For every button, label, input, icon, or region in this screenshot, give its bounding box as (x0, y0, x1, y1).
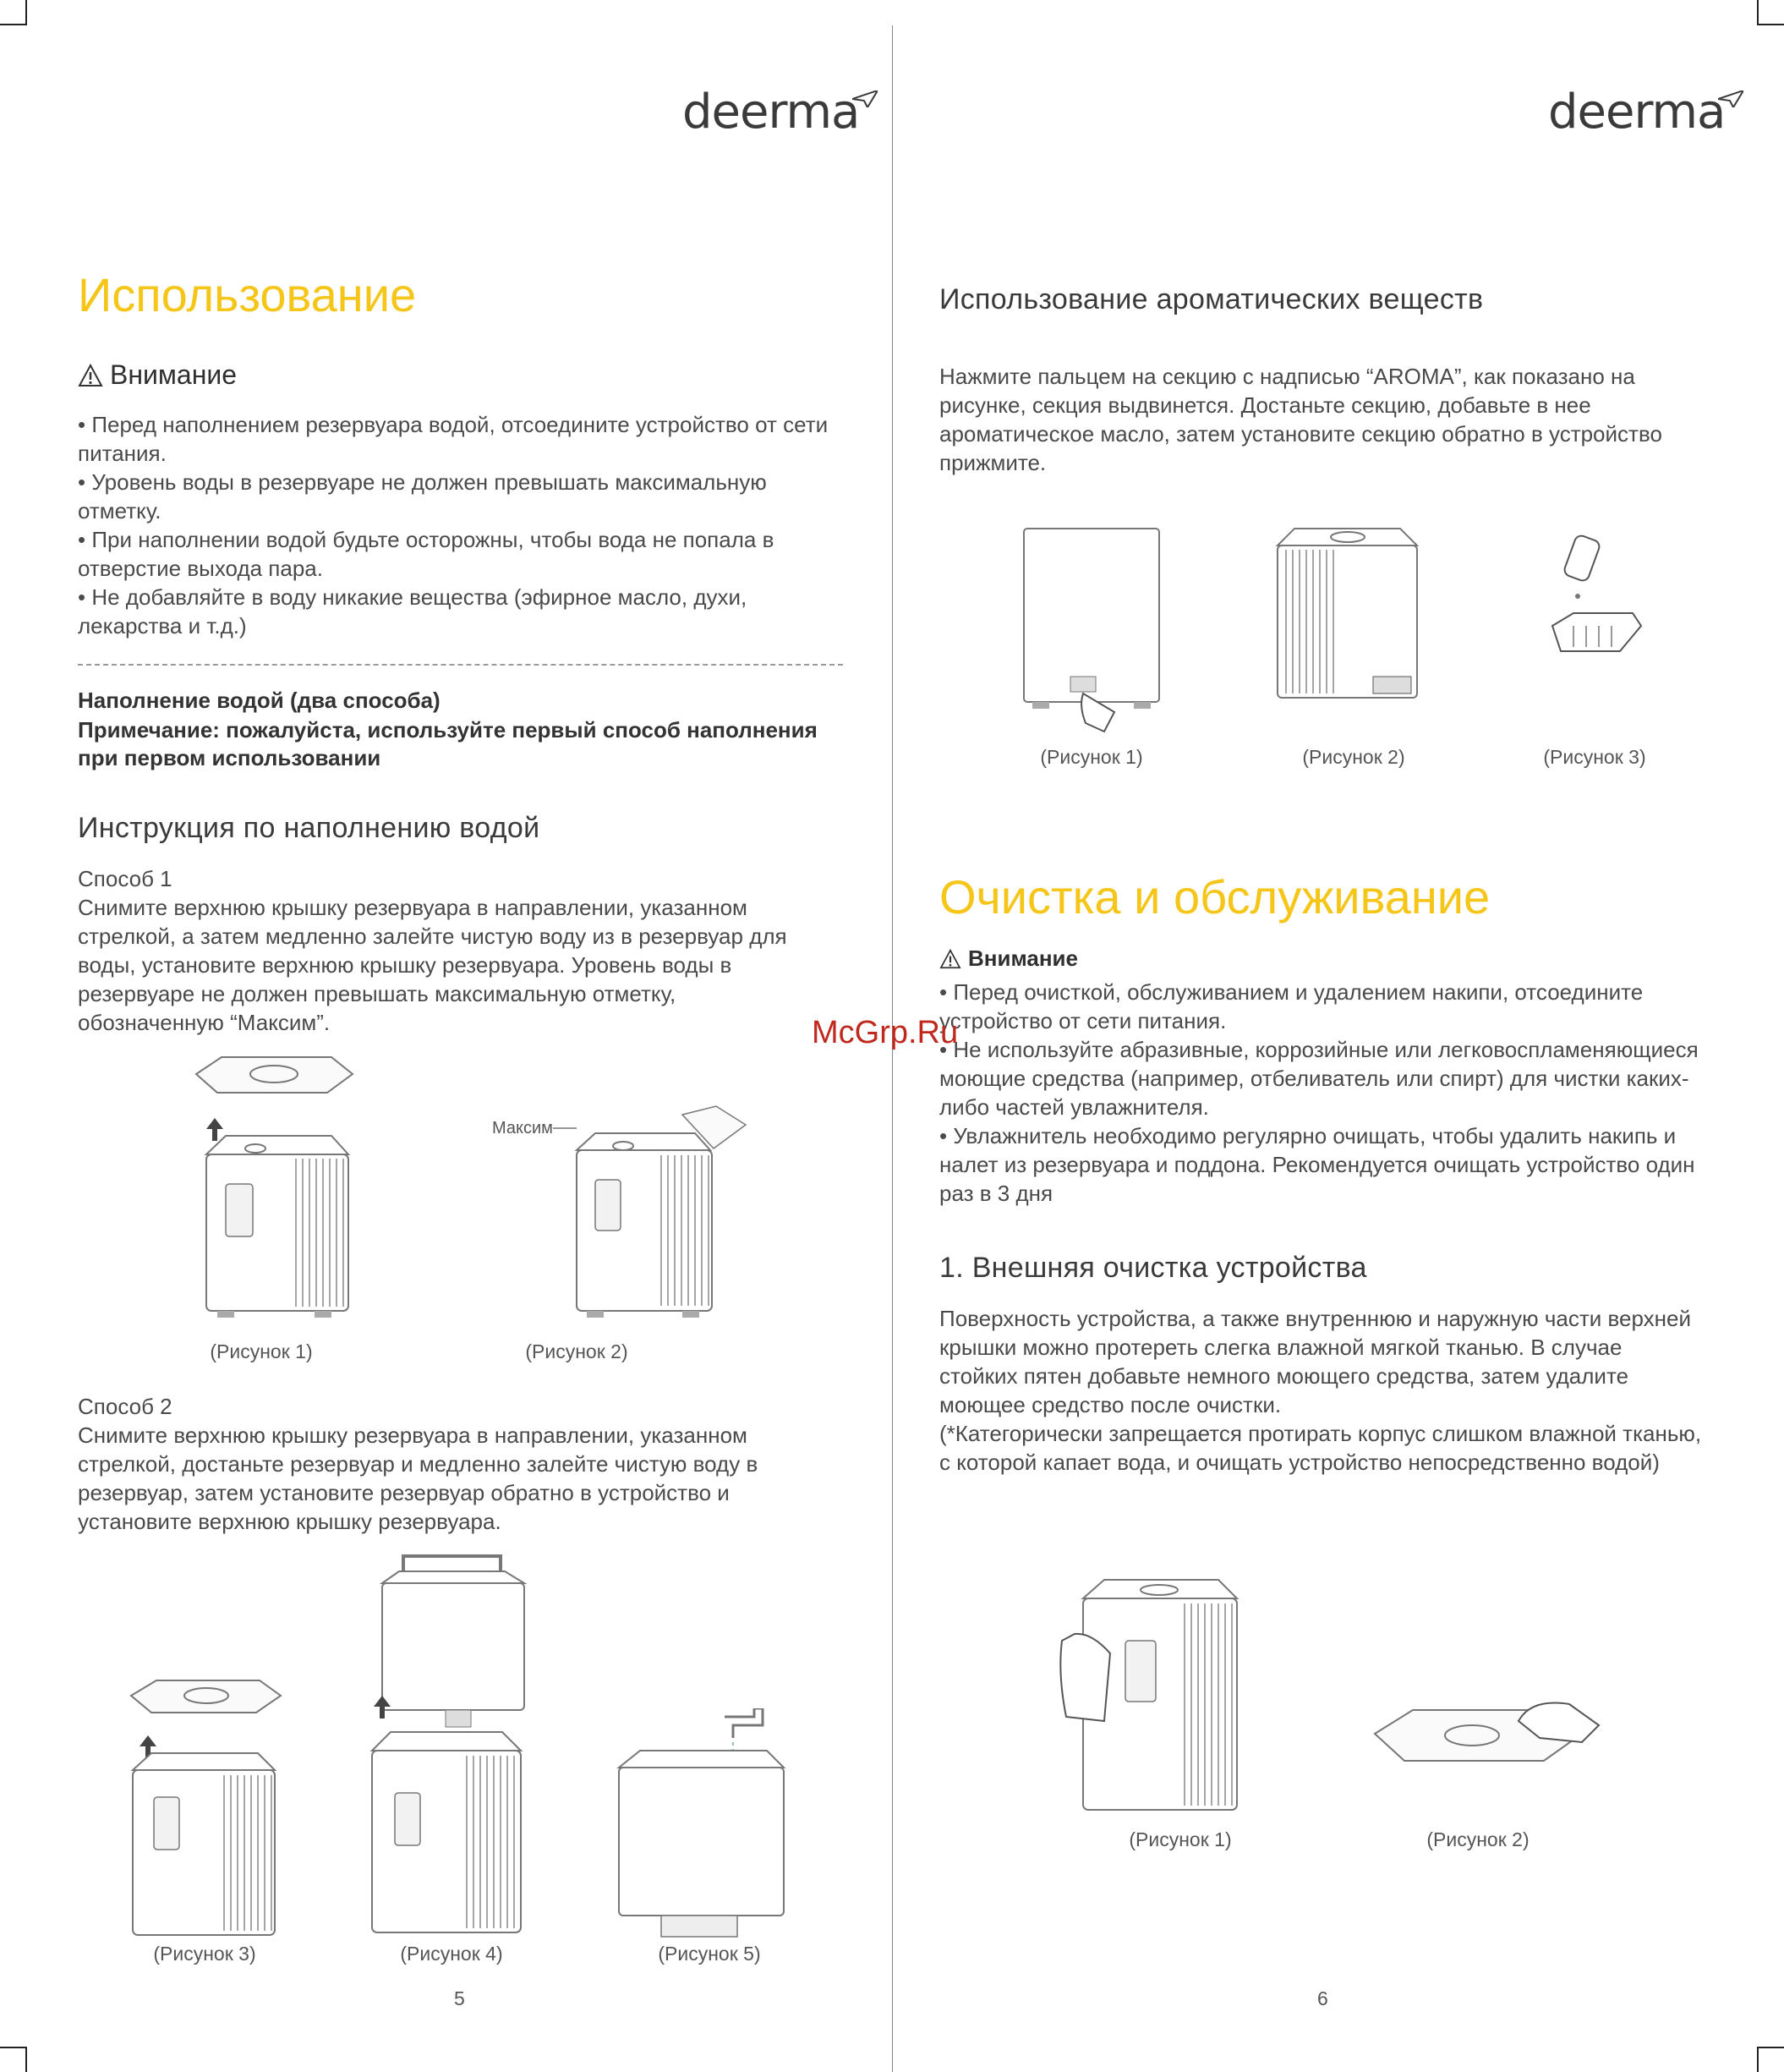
warning-list (78, 410, 839, 640)
page-number: 6 (1317, 1987, 1328, 2009)
aroma-press-illustration (1020, 524, 1172, 736)
instruction-title: Инструкция по наполнению водой (78, 812, 540, 844)
method2-label: Способ 2 (78, 1394, 172, 1419)
humidifier-filling-illustration (492, 1099, 771, 1328)
warning-icon (78, 364, 103, 387)
figure-caption: (Рисунок 2) (1302, 746, 1405, 768)
warning-icon (939, 949, 961, 969)
method2-text: Снимите верхнюю крышку резервуара в направлении, указанном стрелкой, достаньте резервуар и медленно залейте чистую воду в резервуар, затем установите резервуар обратно в устройство и установите верхнюю крышку резервуара. (78, 1422, 758, 1534)
humidifier-lid-off-illustration (124, 1670, 293, 1954)
list-item: • Не добавляйте в воду никакие вещества (эфирное масло, духи, лекарства и т.д.) (78, 583, 839, 640)
list-item: • Перед очисткой, обслуживанием и удалением накипи, отсоедините устройство от сети питания. (939, 978, 1705, 1035)
figure-caption: (Рисунок 3) (1543, 746, 1646, 768)
page-title: Использование (78, 268, 417, 321)
filling-note: Примечание: пожалуйста, используйте первый способ наполнения при первом использовании (78, 717, 818, 770)
warning-list (939, 978, 1705, 1208)
figure-caption: (Рисунок 1) (1129, 1828, 1232, 1850)
brand-logo (682, 85, 878, 140)
brand-logo-text: deerma (682, 85, 860, 140)
humidifier-lid-off-illustration (188, 1049, 357, 1328)
method1-text: Снимите верхнюю крышку резервуара в направлении, указанном стрелкой, а затем медленно залейте чистую воду из в резервуар для воды, установите верхнюю крышку резервуара. Уровень воды в резервуаре не должен превышать максимальную отметку, обозначенную “Максим”. (78, 895, 787, 1035)
tank-removal-illustration (365, 1548, 560, 1954)
external-cleaning-text: Поверхность устройства, а также внутреннюю и наружную части верхней крышки можно протереть слегка влажной мягкой тканью. В случае стойких пятен добавьте немного моющего средства, затем удалите моющее средство после очистки. (939, 1306, 1691, 1417)
list-item: • Уровень воды в резервуаре не должен превышать максимальную отметку. (78, 468, 839, 525)
crop-mark (0, 24, 25, 25)
crop-mark (25, 0, 27, 25)
tank-under-tap-illustration (615, 1708, 796, 1954)
external-cleaning-title: 1. Внешняя очистка устройства (939, 1252, 1367, 1284)
wipe-body-illustration (1058, 1573, 1252, 1827)
section-title: Очистка и обслуживание (939, 870, 1491, 924)
warning-heading (939, 946, 1078, 972)
paper-plane-icon (1718, 90, 1743, 107)
warning-title: Внимание (110, 359, 238, 390)
paper-plane-icon (852, 90, 878, 107)
aroma-tray-open-illustration (1273, 524, 1426, 710)
figure-caption: (Рисунок 2) (1426, 1828, 1530, 1850)
external-cleaning-note: (*Категорически запрещается протирать корпус слишком влажной тканью, с которой капает вода, и очищать устройство непосредственно водой) (939, 1421, 1702, 1475)
figure-caption: (Рисунок 1) (210, 1340, 313, 1362)
page-number: 5 (454, 1987, 465, 2009)
list-item: • Увлажнитель необходимо регулярно очищать, чтобы удалить накипь и налет из резервуара и поддона. Рекомендуется очищать устройство один раз в 3 дня (939, 1121, 1705, 1208)
list-item: • При наполнении водой будьте осторожны, чтобы вода не попала в отверстие выхода пара. (78, 525, 839, 583)
figure-caption: (Рисунок 5) (658, 1943, 761, 1965)
list-item: • Не используйте абразивные, коррозийные или легковоспламеняющиеся моющие средства (например, отбеливатель или спирт) для чистки каких-либо частей увлажнителя. (939, 1035, 1705, 1121)
left-page (78, 0, 923, 2072)
aroma-title: Использование ароматических веществ (939, 283, 1484, 315)
figure-caption: (Рисунок 3) (153, 1943, 256, 1965)
warning-heading (78, 359, 237, 391)
wipe-lid-illustration (1371, 1691, 1607, 1793)
crop-mark (25, 2047, 27, 2072)
aroma-text: Нажмите пальцем на секцию с надписью “AROMA”, как показано на рисунке, секция выдвинется. Достаньте секцию, добавьте в нее ароматическое масло, затем установите секцию обратно в устройство прижмите. (939, 364, 1662, 475)
crop-mark (0, 2047, 25, 2048)
filling-title: Наполнение водой (два способа) (78, 688, 441, 713)
method1-label: Способ 1 (78, 866, 172, 891)
figure-caption: (Рисунок 2) (525, 1340, 628, 1362)
figure-caption: (Рисунок 1) (1040, 746, 1143, 768)
figure-caption: (Рисунок 4) (400, 1943, 503, 1965)
list-item: • Перед наполнением резервуара водой, отсоедините устройство от сети питания. (78, 410, 839, 468)
brand-logo-text: deerma (1548, 85, 1726, 140)
warning-title: Внимание (968, 946, 1078, 971)
watermark: McGrp.Ru (812, 1015, 959, 1050)
aroma-oil-illustration (1540, 533, 1650, 677)
right-page (939, 0, 1784, 2072)
brand-logo (1548, 85, 1743, 140)
max-mark-label: Максим (492, 1119, 553, 1137)
dashed-divider (78, 664, 843, 666)
